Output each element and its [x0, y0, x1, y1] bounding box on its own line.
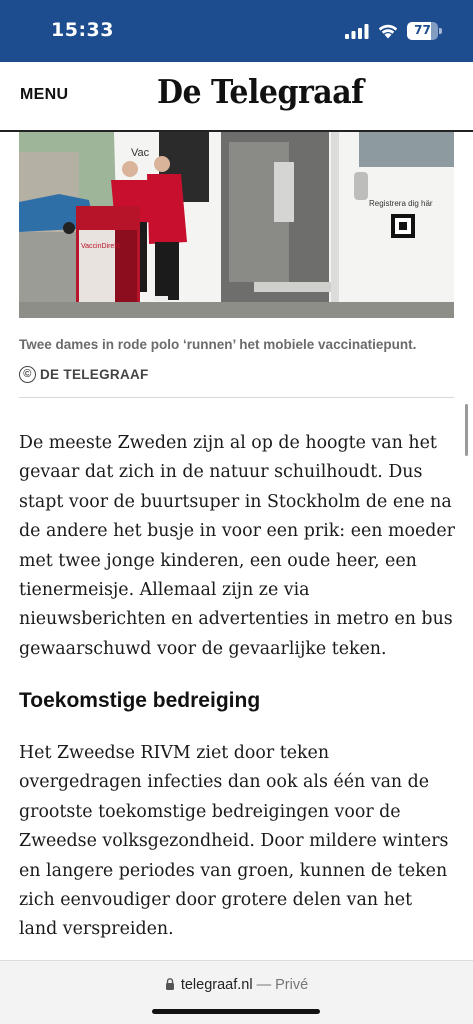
cellular-signal-icon: [345, 24, 369, 39]
photo-credit: [19, 366, 149, 383]
battery-icon: [407, 22, 442, 40]
url-display[interactable]: [0, 977, 473, 993]
article-paragraph: Het Zweedse RIVM ziet door teken overgedragen infecties dan ook als één van de grootste toekomstige bedreigingen voor de Zweedse volksgezondheid. Door mildere winters en langere periodes van groen, kunnen de teken zich eenvoudiger door grotere delen van het land verspreiden.: [19, 743, 449, 940]
stand-label: VaccinDirekt: [81, 243, 120, 250]
photo-caption: Twee dames in rode polo ‘runnen’ het mobiele vaccinatiepunt.: [19, 337, 417, 352]
photo-credit-text: DE TELEGRAAF: [40, 367, 149, 382]
scrollbar[interactable]: [465, 404, 468, 456]
url-domain: telegraaf.nl: [180, 977, 253, 993]
browser-address-bar[interactable]: [0, 960, 473, 1024]
battery-level: 77: [414, 23, 431, 37]
article-photo: [19, 132, 454, 318]
van-window-text: Vac: [131, 147, 150, 159]
article-paragraph: De meeste Zweden zijn al op de hoogte van het gevaar dat zich in de natuur schuilhoudt. Dus stapt voor de buurtsuper in Stockholm de ene na de andere het busje in voor een prik: een moeder met twee jonge kinderen, een oude heer, een tienermeisje. Allemaal zijn ze via nieuwsberichten en advertenties in metro en bus gewaarschuwd voor de gevaarlijke teken.: [19, 433, 455, 659]
wifi-icon: [377, 22, 399, 39]
menu-button[interactable]: MENU: [20, 86, 69, 103]
divider: [19, 397, 454, 398]
copyright-icon: ©: [19, 366, 36, 383]
url-separator: —: [252, 977, 276, 993]
status-time: 15:33: [51, 19, 114, 41]
site-header: [0, 62, 473, 132]
article-subheading: Toekomstige bedreiging: [19, 689, 261, 712]
site-logo[interactable]: De Telegraaf: [157, 73, 364, 112]
van-side-text: Registrera dig här: [369, 199, 433, 208]
home-indicator[interactable]: [152, 1009, 320, 1014]
lock-icon: [165, 978, 175, 990]
private-mode-label: Privé: [275, 977, 309, 993]
status-bar: [0, 0, 473, 62]
